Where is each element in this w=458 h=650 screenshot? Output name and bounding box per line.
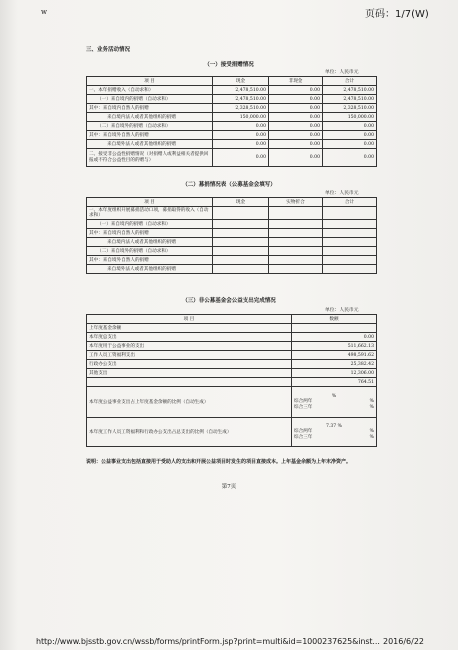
- expenditure-table: [86, 314, 377, 447]
- table-row: [87, 265, 377, 274]
- total-cell: 2,478,510.00: [323, 86, 377, 95]
- table-row: [87, 351, 377, 360]
- column-header: 实物折合: [269, 198, 323, 207]
- total-cell: 2,328,510.00: [323, 104, 377, 113]
- ratio-cell: [292, 387, 377, 418]
- table-row: [87, 256, 377, 265]
- three-year-label: 综合三年: [294, 434, 313, 440]
- table-header-row: [87, 77, 377, 86]
- column-header: 数额: [292, 315, 377, 324]
- row-label: 来自境内法人或者其他组织的捐赠: [87, 113, 213, 122]
- total-cell: 0.00: [323, 131, 377, 140]
- total-cell: 0.00: [323, 140, 377, 149]
- table-row: [87, 247, 377, 256]
- total-cell: 0.00: [323, 149, 377, 167]
- table-row: [87, 113, 377, 122]
- row-label: （一）来自境内的捐赠（自动求和）: [87, 220, 213, 229]
- cash-cell: 2,478,510.00: [213, 86, 269, 95]
- row-label: 本年度工作人员工资福利和行政办公支出占总支出的比例（自动生成）: [87, 418, 292, 447]
- donations-unit: 单位：人民币元: [325, 70, 359, 75]
- row-label: 其他支出: [87, 369, 292, 378]
- value-cell: 764.51: [292, 378, 377, 387]
- row-label: 来自境外法人或者其他组织的捐赠: [87, 140, 213, 149]
- row-label: （二）来自境外的捐赠（自动求和）: [87, 247, 213, 256]
- row-label: 一、本年度组织开展募捐活动口项，募捐取得的收入（自动求和）: [87, 207, 213, 220]
- row-label: （二）来自境外的捐赠（自动求和）: [87, 122, 213, 131]
- value-cell: [292, 324, 377, 333]
- table-row: [87, 333, 377, 342]
- row-label: 本年度公益事业支出占上年度基金余额的比例（自动生成）: [87, 387, 292, 418]
- table-row: [87, 207, 377, 220]
- value-cell: 12,306.00: [292, 369, 377, 378]
- table-row: [87, 369, 377, 378]
- total-cell: 2,478,510.00: [323, 95, 377, 104]
- row-label: 其中：来自境外自然人的捐赠: [87, 131, 213, 140]
- table-row: [87, 149, 377, 167]
- row-label: 其中：来自境内自然人的捐赠: [87, 229, 213, 238]
- value-cell: 511,662.13: [292, 342, 377, 351]
- table-row: [87, 220, 377, 229]
- expenditure-unit: 单位：人民币元: [325, 308, 359, 313]
- three-year-pct: %: [369, 404, 374, 410]
- fundraising-table: [86, 197, 377, 274]
- column-header: 非现金: [269, 77, 323, 86]
- column-header: 项 目: [87, 77, 213, 86]
- noncash-cell: 0.00: [269, 95, 323, 104]
- row-label: 本年度总支出: [87, 333, 292, 342]
- column-header: 合计: [323, 77, 377, 86]
- ratio-value: 7.37 %: [325, 423, 343, 429]
- footer-url: http://www.bjsstb.gov.cn/wssb/forms/printForm.jsp?print=multi&id=1000237625&inst...: [36, 637, 380, 646]
- row-label: 二、接受非公益性捐赠情况（对捐赠人或利益相关者提供回报或不符合公益性目的的赠与）: [87, 149, 213, 167]
- table-row: [87, 229, 377, 238]
- table-row: [87, 238, 377, 247]
- footer-date: 2016/6/22: [383, 637, 425, 646]
- table-row: [87, 86, 377, 95]
- row-label: 来自境外法人或者其他组织的捐赠: [87, 265, 213, 274]
- table-row: [87, 360, 377, 369]
- table-row: [87, 122, 377, 131]
- three-year-label: 综合三年: [294, 404, 313, 410]
- donations-table: [86, 76, 377, 167]
- noncash-cell: 0.00: [269, 113, 323, 122]
- row-label: 工作人员工资福利支出: [87, 351, 292, 360]
- two-year-label: 综合两年: [294, 429, 313, 435]
- row-label: （一）来自境内的捐赠（自动求和）: [87, 95, 213, 104]
- noncash-cell: 0.00: [269, 122, 323, 131]
- table-header-row: [87, 198, 377, 207]
- cash-cell: 0.00: [213, 149, 269, 167]
- total-cell: 0.00: [323, 122, 377, 131]
- three-year-pct: %: [369, 434, 374, 440]
- noncash-cell: 0.00: [269, 86, 323, 95]
- table-row: [87, 342, 377, 351]
- column-header: 现金: [213, 77, 269, 86]
- value-cell: 0.00: [292, 333, 377, 342]
- table-row: [87, 95, 377, 104]
- value-cell: 25,382.42: [292, 360, 377, 369]
- page-number: 页码：1/7(W): [365, 9, 429, 20]
- row-label: 来自境内法人或者其他组织的捐赠: [87, 238, 213, 247]
- cash-cell: 0.00: [213, 122, 269, 131]
- column-header: 项 目: [87, 315, 292, 324]
- row-label: 上年度基金余额: [87, 324, 292, 333]
- column-header: 项 目: [87, 198, 213, 207]
- cash-cell: 2,478,510.00: [213, 95, 269, 104]
- explanation-note: 说明：公益事业支出包括直接用于受助人的支出和开展公益项目时发生的项目直接成本。上年基金余额为上年末净资产。: [86, 459, 352, 465]
- row-label: 本年度用于公益事业的支出: [87, 342, 292, 351]
- row-label: 行政办公支出: [87, 360, 292, 369]
- cash-cell: 150,000.00: [213, 113, 269, 122]
- expenditure-caption: （三）非公募基金会公益支出完成情况: [182, 298, 276, 304]
- row-label: 其中：来自境外自然人的捐赠: [87, 256, 213, 265]
- noncash-cell: 0.00: [269, 104, 323, 113]
- noncash-cell: 0.00: [269, 149, 323, 167]
- total-cell: 150,000.00: [323, 113, 377, 122]
- row-label: 一、本年捐赠收入（自动求和）: [87, 86, 213, 95]
- two-year-label: 综合两年: [294, 399, 313, 405]
- table-row: [87, 104, 377, 113]
- cash-cell: 2,328,510.00: [213, 104, 269, 113]
- cash-cell: 0.00: [213, 140, 269, 149]
- table-row: [87, 387, 377, 418]
- table-row: [87, 324, 377, 333]
- fundraising-unit: 单位：人民币元: [325, 191, 359, 196]
- cash-cell: 0.00: [213, 131, 269, 140]
- row-label: 其中：来自境内自然人的捐赠: [87, 104, 213, 113]
- table-row: [87, 378, 377, 387]
- table-header-row: [87, 315, 377, 324]
- ratio-value: %: [331, 393, 337, 399]
- row-label: [87, 378, 292, 387]
- column-header: 现金: [213, 198, 269, 207]
- column-header: 合计: [323, 198, 377, 207]
- two-year-pct: %: [369, 399, 374, 405]
- section-title: 三、业务活动情况: [86, 47, 131, 53]
- page-label: 第7页: [221, 484, 237, 490]
- noncash-cell: 0.00: [269, 140, 323, 149]
- table-row: [87, 140, 377, 149]
- ratio-cell: [292, 418, 377, 447]
- table-row: [87, 131, 377, 140]
- fundraising-caption: （二）募捐情况表（公募基金会填写）: [182, 182, 276, 188]
- two-year-pct: %: [369, 429, 374, 435]
- header-mark: w: [41, 8, 47, 16]
- noncash-cell: 0.00: [269, 131, 323, 140]
- donations-caption: （一）接受捐赠情况: [204, 62, 254, 68]
- table-row: [87, 418, 377, 447]
- value-cell: 498,591.62: [292, 351, 377, 360]
